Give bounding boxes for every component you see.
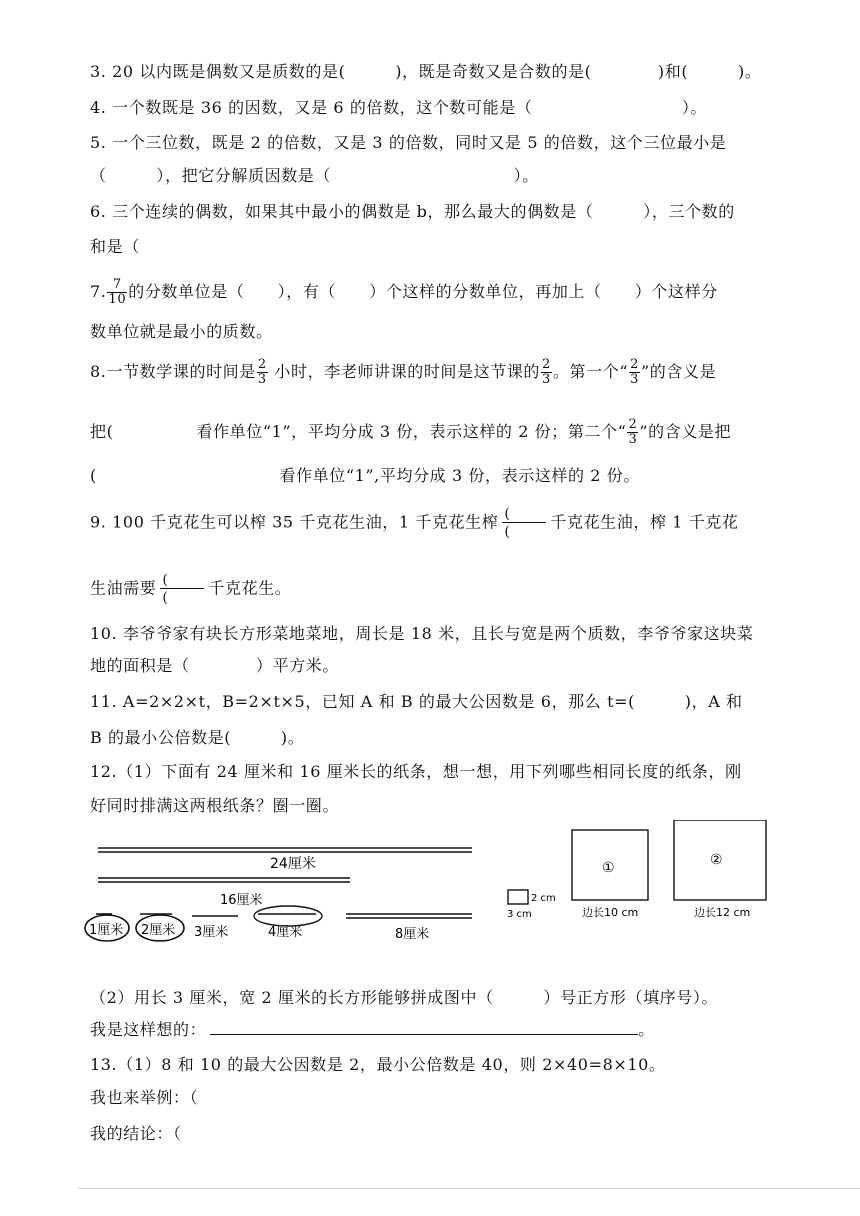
page-bottom-divider bbox=[78, 1188, 860, 1189]
fraction-numerator: 7 bbox=[107, 278, 127, 293]
blank-fraction[interactable] bbox=[160, 572, 204, 606]
question-9-line-2 bbox=[90, 572, 291, 606]
paren: ( bbox=[162, 572, 169, 588]
label-24cm: 24厘米 bbox=[270, 856, 316, 872]
square-1-mark: ① bbox=[602, 860, 615, 876]
option-2cm[interactable] bbox=[136, 914, 184, 941]
square-2-mark: ② bbox=[710, 852, 723, 868]
option-1cm[interactable] bbox=[85, 914, 129, 941]
question-9-line-1 bbox=[90, 506, 739, 540]
reasoning-prompt: 我是这样想的： bbox=[90, 1020, 207, 1039]
fraction-numerator: 2 bbox=[628, 417, 638, 432]
fraction-denominator: 3 bbox=[628, 432, 638, 447]
question-5-line-1: 5. 一个三位数，既是 2 的倍数，又是 3 的倍数，同时又是 5 的倍数，这个三位最小是 bbox=[90, 133, 727, 152]
fraction-denominator: 3 bbox=[257, 372, 267, 387]
question-9-line-2-text-a: 生油需要 bbox=[90, 578, 157, 598]
square-1[interactable] bbox=[572, 830, 648, 919]
fraction-numerator: 2 bbox=[257, 357, 267, 372]
question-12-line-2: 好同时排满这两根纸条？圈一圈。 bbox=[90, 796, 340, 815]
question-11-line-1: 11. A=2×2×t，B=2×t×5，已知 A 和 B 的最大公因数是 6，那么 t=( )，A 和 bbox=[90, 692, 743, 711]
paren: ( bbox=[504, 524, 511, 540]
paren: ( bbox=[162, 590, 169, 606]
question-12-reasoning bbox=[90, 1020, 655, 1040]
option-4cm-label: 4厘米 bbox=[268, 925, 303, 940]
square-2[interactable] bbox=[674, 820, 766, 919]
option-8cm-label: 8厘米 bbox=[395, 927, 430, 942]
question-11-line-2: B 的最小公倍数是( )。 bbox=[90, 728, 305, 747]
question-6-line-2: 和是（ bbox=[90, 237, 140, 256]
question-10-line-1: 10. 李爷爷家有块长方形菜地菜地，周长是 18 米，且长与宽是两个质数，李爷爷家这块菜 bbox=[90, 624, 754, 643]
strip-24cm bbox=[98, 848, 472, 852]
question-8-text-c: 。第一个“ bbox=[552, 362, 629, 381]
answer-line[interactable] bbox=[210, 1020, 638, 1035]
fraction-denominator: 3 bbox=[542, 372, 551, 387]
question-7-number: 7. bbox=[90, 282, 107, 301]
question-10-line-2: 地的面积是（ ）平方米。 bbox=[90, 656, 340, 675]
rect-height-label: 2 cm bbox=[531, 893, 556, 904]
question-7-text: 的分数单位是（ ），有（ ）个这样的分数单位，再加上（ ）个这样分 bbox=[128, 282, 718, 301]
question-7-line-2: 数单位就是最小的质数。 bbox=[90, 322, 273, 341]
question-13-example: 我也来举例：（ bbox=[90, 1088, 199, 1107]
fraction-2-3 bbox=[541, 358, 552, 387]
question-6-line-1: 6. 三个连续的偶数，如果其中最小的偶数是 b，那么最大的偶数是（ ），三个数的 bbox=[90, 202, 735, 221]
fraction-denominator: 10 bbox=[108, 292, 127, 307]
option-4cm[interactable] bbox=[254, 906, 322, 940]
question-8-line-2-text-a: 把( 看作单位“1”，平均分成 3 份，表示这样的 2 份；第二个“ bbox=[90, 422, 627, 441]
question-3: 3. 20 以内既是偶数又是质数的是( )，既是奇数又是合数的是( )和( )。 bbox=[90, 62, 762, 81]
fraction-2-3 bbox=[627, 418, 638, 447]
question-12-part-2: （2）用长 3 厘米，宽 2 厘米的长方形能够拼成图中（ ）号正方形（填序号）。 bbox=[90, 988, 719, 1007]
small-rectangle bbox=[507, 890, 556, 920]
strip-16cm bbox=[98, 878, 350, 882]
option-2cm-label: 2厘米 bbox=[141, 923, 176, 938]
question-12-line-1: 12.（1）下面有 24 厘米和 16 厘米长的纸条，想一想，用下列哪些相同长度的纸条，刚 bbox=[90, 762, 742, 781]
paper-strips-figure bbox=[80, 820, 800, 960]
option-3cm-label: 3厘米 bbox=[194, 925, 229, 940]
question-8-text-b: 小时，李老师讲课的时间是这节课的 bbox=[268, 362, 541, 381]
label-16cm: 16厘米 bbox=[220, 893, 263, 908]
option-3cm[interactable] bbox=[192, 916, 238, 940]
square-1-label: 边长10 cm bbox=[582, 906, 639, 919]
question-9-text-b: 千克花生油，榨 1 千克花 bbox=[550, 512, 739, 532]
question-8-line-3: ( 看作单位“1”,平均分成 3 份，表示这样的 2 份。 bbox=[90, 466, 640, 485]
question-13-conclusion: 我的结论：（ bbox=[90, 1124, 182, 1143]
fraction-numerator: 2 bbox=[630, 357, 639, 372]
fraction-2-3 bbox=[629, 358, 640, 387]
question-5-line-2: （ ），把它分解质因数是（ ）。 bbox=[90, 166, 539, 185]
square-2-label: 边长12 cm bbox=[694, 906, 751, 919]
option-1cm-label: 1厘米 bbox=[89, 923, 124, 938]
fraction-denominator: 3 bbox=[630, 372, 639, 387]
question-8-line-2-text-b: ”的含义是把 bbox=[639, 422, 732, 441]
fraction-2-3 bbox=[257, 358, 268, 387]
question-7-line-1 bbox=[90, 278, 718, 307]
question-4: 4. 一个数既是 36 的因数，又是 6 的倍数，这个数可能是（ ）。 bbox=[90, 98, 708, 117]
question-8-text-d: ”的含义是 bbox=[640, 362, 717, 381]
paren: ( bbox=[504, 506, 511, 522]
question-9-line-2-text-b: 千克花生。 bbox=[208, 578, 292, 598]
question-8-line-1 bbox=[90, 358, 716, 387]
question-13-line-1: 13.（1）8 和 10 的最大公因数是 2，最小公倍数是 40，则 2×40=8×10。 bbox=[90, 1055, 666, 1074]
reasoning-end-mark: 。 bbox=[638, 1020, 655, 1039]
blank-fraction[interactable] bbox=[502, 506, 546, 540]
rect-width-label: 3 cm bbox=[507, 909, 532, 920]
fraction-7-10 bbox=[107, 278, 127, 307]
question-8-text-a: 8.一节数学课的时间是 bbox=[90, 362, 256, 381]
question-8-line-2 bbox=[90, 418, 731, 447]
figure-svg bbox=[80, 820, 800, 960]
option-8cm[interactable] bbox=[346, 914, 472, 942]
fraction-numerator: 2 bbox=[542, 357, 551, 372]
question-9-text-a: 9. 100 千克花生可以榨 35 千克花生油，1 千克花生榨 bbox=[90, 512, 499, 532]
